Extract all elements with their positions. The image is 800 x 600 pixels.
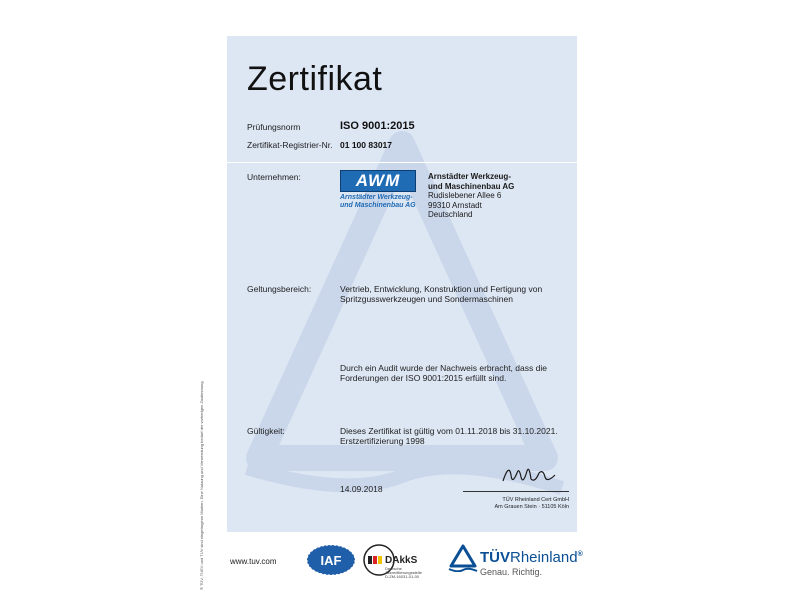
dakks-sub2: Akkreditierungsstelle <box>385 570 422 575</box>
tuv-rheinland-logo-text <box>480 549 583 566</box>
registration-value: 01 100 83017 <box>340 140 392 150</box>
issuer-line1: TÜV Rheinland Cert GmbH <box>502 497 569 503</box>
validity-line2: Erstzertifizierung 1998 <box>340 436 425 446</box>
standard-label: Prüfungsnorm <box>247 122 301 132</box>
company-street: Rudislebener Allee 6 <box>428 191 502 200</box>
iaf-logo <box>306 543 356 577</box>
scope-text <box>340 284 542 304</box>
certificate-page <box>227 36 577 532</box>
tuv-slogan: Genau. Richtig. <box>480 567 543 577</box>
company-address <box>428 172 514 220</box>
awm-logo <box>340 170 416 210</box>
company-name-line1: Arnstädter Werkzeug- <box>428 172 511 181</box>
awm-logo-sub1: Arnstädter Werkzeug- <box>340 194 413 201</box>
audit-line1: Durch ein Audit wurde der Nachweis erbracht, dass die <box>340 363 547 373</box>
issue-date: 14.09.2018 <box>340 484 383 494</box>
iaf-logo-text: IAF <box>320 553 342 568</box>
company-country: Deutschland <box>428 210 473 219</box>
signature <box>499 461 559 491</box>
signature-line <box>463 491 569 492</box>
tuv-reg-mark: ® <box>577 551 583 558</box>
audit-line2: Forderungen der ISO 9001:2015 erfüllt sind. <box>340 373 507 383</box>
divider <box>227 162 577 163</box>
awm-logo-text: AWM <box>355 171 401 190</box>
scope-label: Geltungsbereich: <box>247 284 312 294</box>
standard-value: ISO 9001:2015 <box>340 120 415 132</box>
dakks-sub1: Deutsche <box>385 566 402 571</box>
company-label: Unternehmen: <box>247 172 301 182</box>
certificate-title: Zertifikat <box>247 60 383 98</box>
dakks-logo-text: DAkkS <box>385 555 418 566</box>
validity-line1: Dieses Zertifikat ist gültig vom 01.11.2018 bis 31.10.2021. <box>340 426 558 436</box>
tuv-name-rest: Rheinland <box>510 549 578 566</box>
validity-text <box>340 426 558 446</box>
company-name-line2: und Maschinenbau AG <box>428 181 515 191</box>
audit-text <box>340 363 547 383</box>
awm-logo-sub2: und Maschinenbau AG <box>340 202 416 209</box>
side-legal-note: ® TÜV, TUEV und TUV sind eingetragene Marken. Eine Nutzung und Verwendung bedarf der vorherigen Zustimmung. <box>199 380 204 590</box>
footer-url[interactable]: www.tuv.com <box>230 557 277 566</box>
tuv-triangle-icon <box>448 544 478 572</box>
scope-line2: Spritzgusswerkzeugen und Sondermaschinen <box>340 294 513 304</box>
dakks-logo <box>362 543 432 581</box>
registration-label: Zertifikat-Registrier-Nr. <box>247 140 333 150</box>
scope-line1: Vertrieb, Entwicklung, Konstruktion und Fertigung von <box>340 284 543 294</box>
dakks-sub3: D-ZM-16031-01-00 <box>385 574 420 579</box>
issuer-line2: Am Grauen Stein · 51105 Köln <box>494 504 569 510</box>
issuer-block <box>495 497 570 511</box>
company-city: 99310 Arnstadt <box>428 200 482 210</box>
validity-label: Gültigkeit: <box>247 426 285 436</box>
tuv-name-bold: TÜV <box>480 549 510 566</box>
